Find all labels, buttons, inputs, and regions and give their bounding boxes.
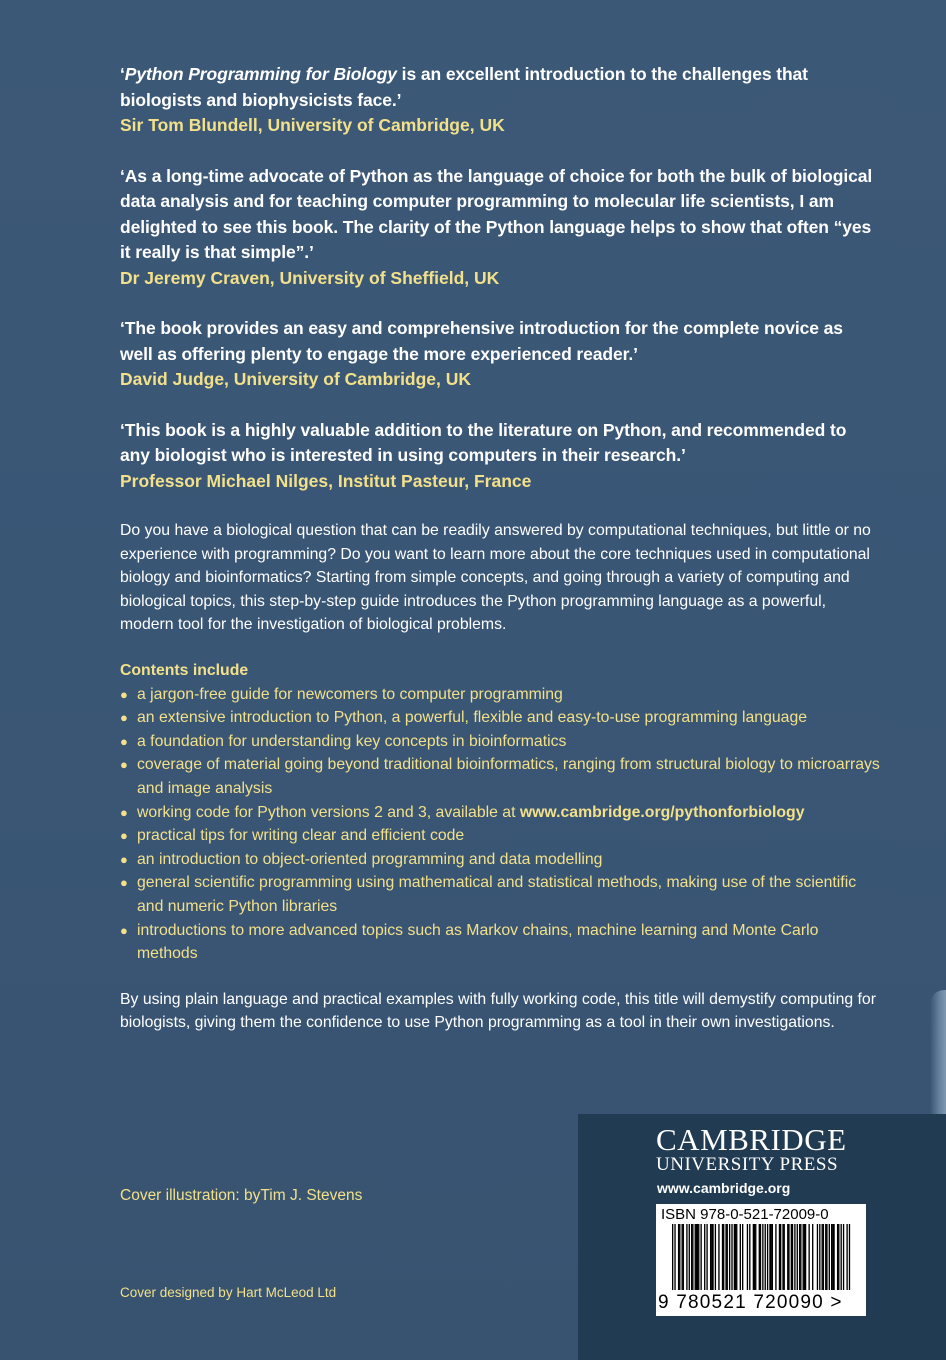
barcode-bar	[692, 1224, 693, 1290]
bullet-icon: ●	[120, 710, 128, 726]
barcode-bar	[760, 1224, 761, 1290]
barcode-bar	[805, 1224, 806, 1290]
closing-paragraph: By using plain language and practical examples with fully working code, this title will demystify computing for biologists, giving them the confidence to use Python programming as a tool in their own investigations.	[120, 990, 876, 1032]
barcode-bar	[742, 1224, 743, 1290]
barcode-bar	[697, 1224, 698, 1290]
contents-item: ● a foundation for understanding key concepts in bioinformatics	[120, 730, 880, 754]
bullet-icon: ●	[120, 828, 128, 844]
barcode-bar	[770, 1224, 771, 1290]
bullet-icon: ●	[120, 757, 128, 773]
barcode-bar	[731, 1224, 732, 1290]
barcode-bar	[800, 1224, 801, 1290]
barcode-bar	[686, 1224, 687, 1290]
barcode-bar	[779, 1224, 780, 1290]
barcode-bar	[831, 1224, 832, 1290]
publisher-logo-name: CAMBRIDGE	[656, 1122, 847, 1157]
barcode-bar	[672, 1224, 673, 1290]
barcode-bar	[838, 1224, 839, 1290]
contents-item: ● a jargon-free guide for newcomers to computer programming	[120, 683, 880, 707]
barcode-bar	[823, 1224, 824, 1290]
barcode-bar	[819, 1224, 820, 1290]
barcode-bar	[679, 1224, 680, 1290]
endorsement-4-attribution: Professor Michael Nilges, Institut Pasteur, France	[120, 470, 532, 491]
barcode-bar	[788, 1224, 789, 1290]
barcode-bar	[706, 1224, 707, 1290]
barcode-bar	[725, 1224, 726, 1290]
cover-illustration-edge	[930, 990, 946, 1130]
barcode-bar	[794, 1224, 795, 1290]
isbn-barcode	[656, 1204, 866, 1316]
back-cover-content	[120, 62, 880, 1035]
barcode-bar	[775, 1224, 776, 1290]
endorsement-3	[120, 316, 880, 393]
bullet-icon: ●	[120, 922, 128, 938]
book-title: Python Programming for Biology	[124, 64, 397, 84]
barcode-bar	[681, 1224, 682, 1290]
barcode-bar	[678, 1224, 679, 1290]
barcode-bar	[715, 1224, 716, 1290]
barcode-bar	[735, 1224, 736, 1290]
barcode-bar	[822, 1224, 823, 1290]
barcode-bar	[804, 1224, 805, 1290]
barcode-bar	[787, 1224, 788, 1290]
barcode-bar	[695, 1224, 696, 1290]
barcode-bar	[765, 1224, 766, 1290]
bullet-icon: ●	[120, 851, 128, 867]
barcode-bar	[712, 1224, 713, 1290]
book-description: Do you have a biological question that can be readily answered by computational techniques, but little or no experience with programming? Do you want to learn more about the core techniques used in computational biology and bioinformatics? Starting from simple concepts, and going through a variety of computing and biological topics, this step-by-step guide introduces the Python programming language as a powerful, modern tool for the investigation of biological problems.	[120, 522, 871, 634]
barcode-bar	[762, 1224, 763, 1290]
barcode-bar	[826, 1224, 827, 1290]
barcode-bar	[747, 1224, 748, 1290]
bullet-icon: ●	[120, 733, 128, 749]
barcode-bar	[753, 1224, 754, 1290]
barcode-bar	[799, 1224, 800, 1290]
bullet-icon: ●	[120, 804, 128, 820]
barcode-bar	[797, 1224, 798, 1290]
endorsement-2	[120, 164, 880, 292]
barcode-bar	[718, 1224, 719, 1290]
barcode-bar	[833, 1224, 834, 1290]
endorsement-4	[120, 418, 880, 495]
barcode-bar	[755, 1224, 756, 1290]
endorsement-1-attribution: Sir Tom Blundell, University of Cambridge, UK	[120, 115, 505, 135]
contents-item: ● an extensive introduction to Python, a powerful, flexible and easy-to-use programming language	[120, 706, 880, 730]
barcode-bar	[729, 1224, 730, 1290]
contents-item: ● practical tips for writing clear and efficient code	[120, 824, 880, 848]
endorsement-3-attribution: David Judge, University of Cambridge, UK	[120, 369, 472, 389]
barcode-bar	[837, 1224, 838, 1290]
barcode-bar	[727, 1224, 728, 1290]
barcode-bar	[683, 1224, 684, 1290]
contents-heading: Contents include	[120, 661, 249, 679]
barcode-bar	[782, 1224, 783, 1290]
barcode-bar	[736, 1224, 737, 1290]
publisher-panel	[578, 1114, 946, 1360]
barcode-bar	[704, 1224, 705, 1290]
endorsement-2-attribution: Dr Jeremy Craven, University of Sheffield, UK	[120, 267, 500, 288]
barcode-bar	[722, 1224, 723, 1290]
barcode-bar	[754, 1224, 755, 1290]
barcode-bar	[784, 1224, 785, 1290]
barcode-bar	[767, 1224, 768, 1290]
barcode-bar	[829, 1224, 830, 1290]
barcode-bar	[723, 1224, 724, 1290]
contents-item: ● coverage of material going beyond traditional bioinformatics, ranging from structural biology to microarrays and image analysis	[120, 753, 880, 800]
barcode-bar	[780, 1224, 781, 1290]
contents-item: ● general scientific programming using mathematical and statistical methods, making use of the scientific and numeric Python libraries	[120, 871, 880, 918]
barcode-bar	[674, 1224, 675, 1290]
barcode-bar	[849, 1224, 850, 1290]
barcode-bar	[759, 1224, 760, 1290]
bullet-icon: ●	[120, 875, 128, 891]
barcode-bar	[734, 1224, 735, 1290]
endorsement-1-text: ‘Python Programming for Biology is an excellent introduction to the challenges that biologists and biophysicists face.’	[120, 64, 808, 110]
contents-item: ● an introduction to object-oriented programming and data modelling	[120, 848, 880, 872]
barcode-bar	[846, 1224, 847, 1290]
barcode-bar	[711, 1224, 712, 1290]
isbn-number: ISBN 978-0-521-72009-0	[661, 1206, 829, 1223]
barcode-bar	[749, 1224, 750, 1290]
barcode-bar	[791, 1224, 792, 1290]
barcode-bar	[700, 1224, 701, 1290]
barcode-bar	[772, 1224, 773, 1290]
contents-item: ● working code for Python versions 2 and 3, available at www.cambridge.org/pythonforbiology	[120, 801, 880, 825]
barcode-bar	[808, 1224, 809, 1290]
barcode-bar	[710, 1224, 711, 1290]
barcode-bar	[696, 1224, 697, 1290]
bullet-icon: ●	[120, 686, 128, 702]
barcode-bar	[691, 1224, 692, 1290]
endorsement-3-text: ‘The book provides an easy and comprehensive introduction for the complete novice as well as offering plenty to engage the more experienced reader.’	[120, 318, 843, 364]
barcode-bar	[825, 1224, 826, 1290]
contents-item: ● introductions to more advanced topics such as Markov chains, machine learning and Monte Carlo methods	[120, 919, 880, 966]
barcode-bar	[769, 1224, 770, 1290]
barcode-bar	[832, 1224, 833, 1290]
barcode-bar	[803, 1224, 804, 1290]
publisher-url[interactable]: www.cambridge.org	[657, 1180, 791, 1196]
barcode-digits: 9 780521 720090 >	[658, 1292, 843, 1313]
publisher-logo-subtitle: UNIVERSITY PRESS	[656, 1154, 839, 1175]
barcode-bar	[812, 1224, 813, 1290]
endorsement-2-text: ‘As a long-time advocate of Python as the language of choice for both the bulk of biological data analysis and for teaching computer programming to molecular life scientists, I am delighted to see this book. The clarity of the Python language helps to show that often “yes it really is that simple”.’	[120, 165, 873, 262]
code-url-link[interactable]: www.cambridge.org/pythonforbiology	[519, 803, 805, 821]
endorsement-4-text: ‘This book is a highly valuable addition to the literature on Python, and recommended to any biologist who is interested in using computers in their research.’	[120, 419, 847, 465]
cover-design-credit: Cover designed by Hart McLeod Ltd	[120, 1285, 337, 1300]
barcode-bar	[689, 1224, 690, 1290]
barcode-bar	[841, 1224, 842, 1290]
barcode-bar	[740, 1224, 741, 1290]
barcode-bar	[817, 1224, 818, 1290]
contents-list	[120, 683, 880, 966]
barcode-bar	[792, 1224, 793, 1290]
endorsement-1	[120, 62, 880, 139]
barcode-bar	[843, 1224, 844, 1290]
barcode-bars	[656, 1224, 866, 1292]
cover-illustration-credit: Cover illustration: byTim J. Stevens	[120, 1187, 363, 1204]
barcode-bar	[698, 1224, 699, 1290]
